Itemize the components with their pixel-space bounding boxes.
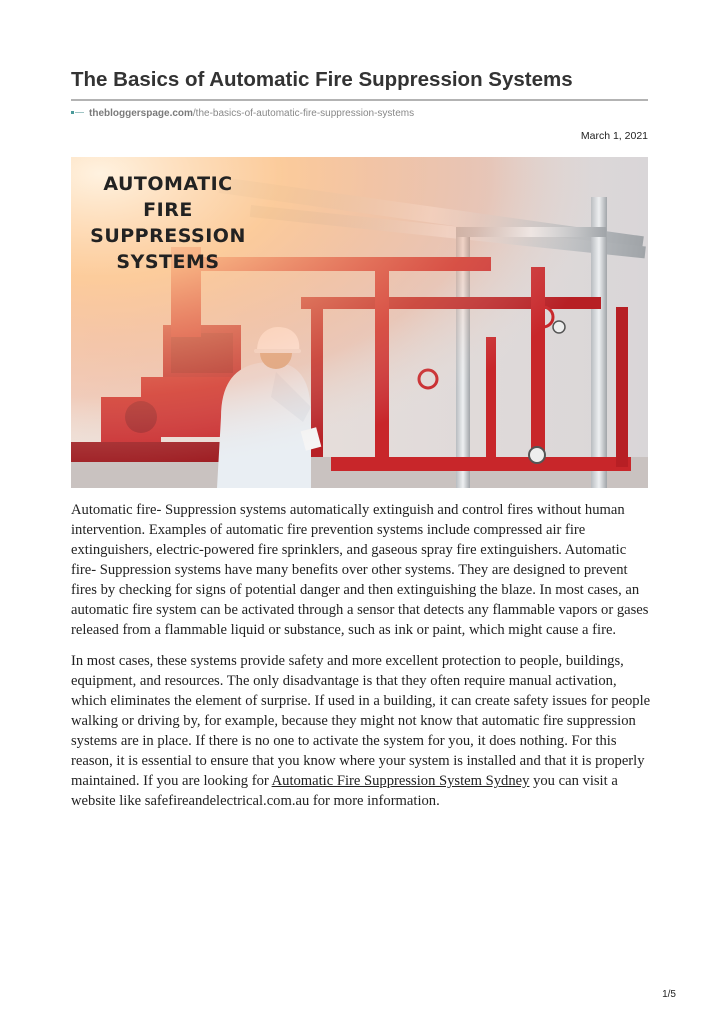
publish-date: March 1, 2021: [580, 130, 648, 142]
source-path: /the-basics-of-automatic-fire-suppression-systems: [192, 108, 415, 119]
paragraph: [71, 651, 651, 811]
hero-caption-line: SUPPRESSION: [90, 225, 246, 247]
paragraph-text: you can visit a website like safefireandelectrical.com.au for more information.: [71, 773, 618, 809]
automatic-fire-suppression-link[interactable]: Automatic Fire Suppression System Sydney: [271, 773, 530, 789]
paragraph-text: In most cases, these systems provide safety and more excellent protection to people, buildings, equipment, and resources. The only disadvantage is that they often require manual activation, which eliminates the element of surprise. If used in a building, it can create safety issues for people walking or driving by, for example, because they might not know that automatic fire suppression systems are in place. If there is no one to activate the system for you, it does nothing. For this reason, it is essential to ensure that you know where your system is installed and that it is properly maintained. If you are looking for: [71, 653, 651, 789]
page-title: The Basics of Automatic Fire Suppression Systems: [71, 68, 573, 91]
source-line: [71, 107, 648, 121]
hero-caption-line: SYSTEMS: [116, 251, 220, 273]
title-divider: [71, 99, 648, 101]
hero-caption-line: AUTOMATIC FIRE: [103, 173, 233, 221]
page-number: 1/5: [662, 989, 676, 1000]
article-body: [71, 500, 651, 822]
paragraph: Automatic fire- Suppression systems automatically extinguish and control fires without human intervention. Examples of automatic fire prevention systems include compressed air fire extinguishers, electric-powered fire sprinklers, and gaseous spray fire extinguishers. Automatic fire- Suppression systems have many benefits over other systems. They are designed to prevent fires by checking for signs of potential danger and then extinguishing the blaze. In most cases, an automatic fire system can be activated through a sensor that detects any flammable vapors or gases released from a flammable liquid or substance, such as ink or paint, which might cause a fire.: [71, 502, 649, 638]
hero-image: [71, 157, 648, 488]
site-favicon-icon: [71, 110, 84, 115]
hero-caption: [79, 171, 257, 275]
source-domain-link[interactable]: thebloggerspage.com: [89, 108, 193, 119]
